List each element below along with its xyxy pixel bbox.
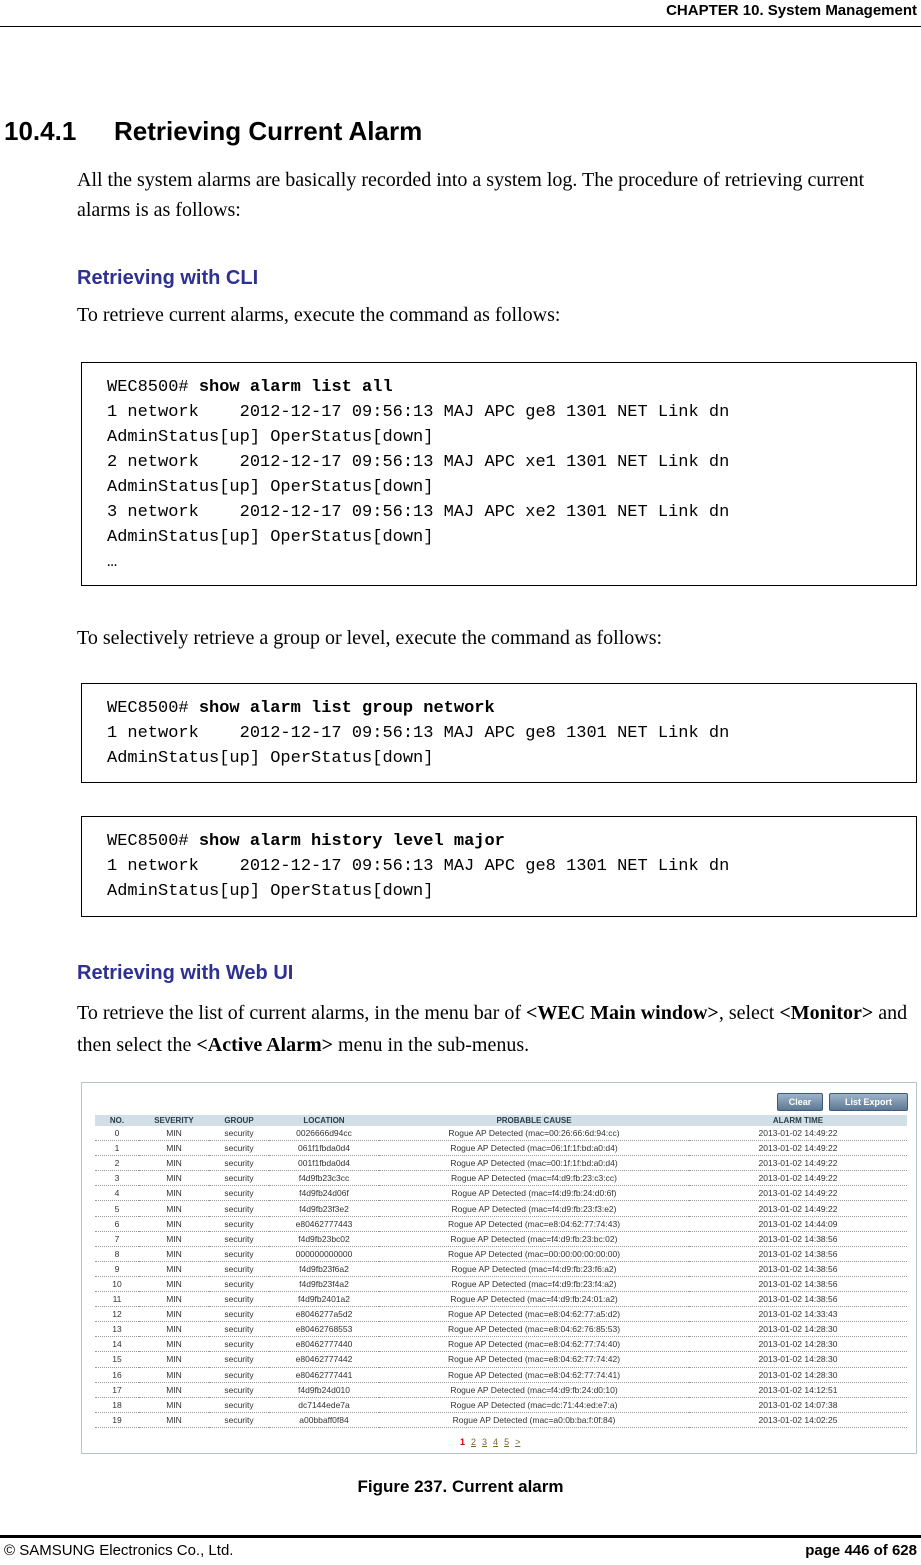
webui-text: , select <box>718 1002 780 1024</box>
table-row[interactable] <box>95 1186 907 1201</box>
section-title <box>4 116 422 147</box>
cell-alarm-time: 2013-01-02 14:33:43 <box>689 1307 907 1322</box>
cell-severity: MIN <box>139 1397 209 1412</box>
cell-no: 12 <box>95 1307 139 1322</box>
cell-severity: MIN <box>139 1186 209 1201</box>
cell-probable-cause: Rogue AP Detected (mac=00:00:00:00:00:00) <box>379 1246 689 1261</box>
cell-severity: MIN <box>139 1352 209 1367</box>
cell-location: a00bbaff0f84 <box>269 1412 379 1427</box>
cell-alarm-time: 2013-01-02 14:12:51 <box>689 1382 907 1397</box>
cell-group: security <box>209 1307 269 1322</box>
cell-no: 0 <box>95 1126 139 1141</box>
cell-alarm-time: 2013-01-02 14:28:30 <box>689 1367 907 1382</box>
cell-location: f4d9fb23f3e2 <box>269 1201 379 1216</box>
cell-alarm-time: 2013-01-02 14:49:22 <box>689 1171 907 1186</box>
col-alarm-time[interactable]: ALARM TIME <box>689 1115 907 1126</box>
cell-probable-cause: Rogue AP Detected (mac=f4:d9:fb:24:d0:6f) <box>379 1186 689 1201</box>
cell-location: 000000000000 <box>269 1246 379 1261</box>
cell-alarm-time: 2013-01-02 14:38:56 <box>689 1261 907 1276</box>
cell-probable-cause: Rogue AP Detected (mac=00:26:66:6d:94:cc) <box>379 1126 689 1141</box>
cli-heading: Retrieving with CLI <box>77 267 259 289</box>
clear-button[interactable]: Clear <box>777 1093 823 1111</box>
cell-group: security <box>209 1186 269 1201</box>
cell-alarm-time: 2013-01-02 14:38:56 <box>689 1292 907 1307</box>
active-alarm-ref: <Active Alarm> <box>196 1034 334 1056</box>
cell-no: 18 <box>95 1397 139 1412</box>
cell-no: 4 <box>95 1186 139 1201</box>
cell-no: 10 <box>95 1276 139 1291</box>
cell-severity: MIN <box>139 1292 209 1307</box>
code-command: show alarm history level major <box>198 832 505 851</box>
cell-alarm-time: 2013-01-02 14:28:30 <box>689 1352 907 1367</box>
cell-probable-cause: Rogue AP Detected (mac=e8:04:62:77:74:42) <box>379 1352 689 1367</box>
cell-severity: MIN <box>139 1201 209 1216</box>
list-export-button[interactable]: List Export <box>829 1093 908 1111</box>
cell-location: e80462777443 <box>269 1216 379 1231</box>
cell-group: security <box>209 1412 269 1427</box>
code-box-3 <box>81 816 917 917</box>
cell-group: security <box>209 1201 269 1216</box>
cell-probable-cause: Rogue AP Detected (mac=f4:d9:fb:23:f3:e2) <box>379 1201 689 1216</box>
table-row[interactable] <box>95 1292 907 1307</box>
table-row[interactable] <box>95 1201 907 1216</box>
table-row[interactable] <box>95 1216 907 1231</box>
code-box-2 <box>81 683 917 783</box>
table-row[interactable] <box>95 1352 907 1367</box>
cell-severity: MIN <box>139 1126 209 1141</box>
cell-group: security <box>209 1397 269 1412</box>
cell-no: 7 <box>95 1231 139 1246</box>
cell-no: 15 <box>95 1352 139 1367</box>
intro-paragraph: All the system alarms are basically recorded into a system log. The procedure of retrieving current alarms is as follows: <box>77 169 865 221</box>
page-link[interactable]: 4 <box>493 1437 499 1447</box>
col-group[interactable]: GROUP <box>209 1115 269 1126</box>
webui-paragraph <box>77 966 917 998</box>
page-link[interactable]: 2 <box>471 1437 477 1447</box>
cell-location: 001f1fbda0d4 <box>269 1156 379 1171</box>
footer-divider <box>0 1535 921 1538</box>
cell-alarm-time: 2013-01-02 14:49:22 <box>689 1141 907 1156</box>
col-no[interactable]: NO. <box>95 1115 139 1126</box>
cell-no: 1 <box>95 1141 139 1156</box>
webui-text: and then select the <box>77 1002 908 1056</box>
table-header-row <box>95 1115 907 1126</box>
monitor-ref: <Monitor> <box>779 1002 874 1024</box>
cell-no: 2 <box>95 1156 139 1171</box>
cell-no: 6 <box>95 1216 139 1231</box>
cell-alarm-time: 2013-01-02 14:38:56 <box>689 1246 907 1261</box>
cell-alarm-time: 2013-01-02 14:38:56 <box>689 1231 907 1246</box>
code-command: show alarm list group network <box>198 699 495 718</box>
cell-probable-cause: Rogue AP Detected (mac=dc:71:44:ed:e7:a) <box>379 1397 689 1412</box>
code-prompt: WEC8500# <box>107 832 199 851</box>
col-location[interactable]: LOCATION <box>269 1115 379 1126</box>
cell-probable-cause: Rogue AP Detected (mac=f4:d9:fb:23:c3:cc) <box>379 1171 689 1186</box>
cell-group: security <box>209 1126 269 1141</box>
cell-no: 5 <box>95 1201 139 1216</box>
cell-severity: MIN <box>139 1412 209 1427</box>
cell-location: f4d9fb23c3cc <box>269 1171 379 1186</box>
cell-probable-cause: Rogue AP Detected (mac=f4:d9:fb:24:d0:10) <box>379 1382 689 1397</box>
cell-location: e80462777442 <box>269 1352 379 1367</box>
cell-severity: MIN <box>139 1246 209 1261</box>
footer-copyright: © SAMSUNG Electronics Co., Ltd. <box>4 1542 234 1559</box>
table-row[interactable] <box>95 1171 907 1186</box>
header-divider <box>0 26 921 27</box>
cell-severity: MIN <box>139 1337 209 1352</box>
cell-severity: MIN <box>139 1216 209 1231</box>
cell-probable-cause: Rogue AP Detected (mac=a0:0b:ba:f:0f:84) <box>379 1412 689 1427</box>
cell-location: e80462777440 <box>269 1337 379 1352</box>
cell-alarm-time: 2013-01-02 14:49:22 <box>689 1201 907 1216</box>
code-line: 3 network 2012-12-17 09:56:13 MAJ APC xe2 1301 NET Link dn <box>107 503 730 522</box>
cell-location: f4d9fb24d010 <box>269 1382 379 1397</box>
cell-location: e8046277a5d2 <box>269 1307 379 1322</box>
footer-page-number: page 446 of 628 <box>805 1542 917 1559</box>
code-line: AdminStatus[up] OperStatus[down] <box>107 749 434 768</box>
cell-alarm-time: 2013-01-02 14:28:30 <box>689 1322 907 1337</box>
cell-severity: MIN <box>139 1231 209 1246</box>
cell-probable-cause: Rogue AP Detected (mac=f4:d9:fb:24:01:a2) <box>379 1292 689 1307</box>
cell-location: dc7144ede7a <box>269 1397 379 1412</box>
table-row[interactable] <box>95 1337 907 1352</box>
table-row[interactable] <box>95 1307 907 1322</box>
table-row[interactable] <box>95 1276 907 1291</box>
cell-no: 13 <box>95 1322 139 1337</box>
cell-probable-cause: Rogue AP Detected (mac=f4:d9:fb:23:f6:a2) <box>379 1261 689 1276</box>
table-row[interactable] <box>95 1156 907 1171</box>
chapter-header: CHAPTER 10. System Management <box>666 2 917 19</box>
table-row[interactable] <box>95 1382 907 1397</box>
cell-location: f4d9fb24d06f <box>269 1186 379 1201</box>
cell-group: security <box>209 1246 269 1261</box>
cell-severity: MIN <box>139 1307 209 1322</box>
next-page-link[interactable]: > <box>515 1437 521 1447</box>
cell-severity: MIN <box>139 1382 209 1397</box>
cell-no: 8 <box>95 1246 139 1261</box>
table-row[interactable] <box>95 1231 907 1246</box>
cli-paragraph-1: To retrieve current alarms, execute the command as follows: <box>77 304 561 326</box>
cell-alarm-time: 2013-01-02 14:07:38 <box>689 1397 907 1412</box>
code-command: show alarm list all <box>198 378 393 397</box>
table-row[interactable] <box>95 1126 907 1141</box>
cell-probable-cause: Rogue AP Detected (mac=e8:04:62:77:74:43) <box>379 1216 689 1231</box>
cell-group: security <box>209 1156 269 1171</box>
cell-group: security <box>209 1171 269 1186</box>
cell-probable-cause: Rogue AP Detected (mac=06:1f:1f:bd:a0:d4) <box>379 1141 689 1156</box>
cell-probable-cause: Rogue AP Detected (mac=f4:d9:fb:23:bc:02) <box>379 1231 689 1246</box>
code-prompt: WEC8500# <box>107 699 199 718</box>
cell-no: 14 <box>95 1337 139 1352</box>
code-line: 1 network 2012-12-17 09:56:13 MAJ APC ge8 1301 NET Link dn <box>107 857 730 876</box>
cell-location: f4d9fb23bc02 <box>269 1231 379 1246</box>
cell-no: 3 <box>95 1171 139 1186</box>
cell-probable-cause: Rogue AP Detected (mac=00:1f:1f:bd:a0:d4) <box>379 1156 689 1171</box>
section-title-text: Retrieving Current Alarm <box>114 116 423 146</box>
cell-alarm-time: 2013-01-02 14:49:22 <box>689 1186 907 1201</box>
page-link[interactable]: 3 <box>482 1437 488 1447</box>
table-row[interactable] <box>95 1397 907 1412</box>
pagination <box>460 1437 526 1447</box>
cell-group: security <box>209 1216 269 1231</box>
webui-text: menu in the sub-menus. <box>333 1034 530 1056</box>
alarm-screenshot <box>81 1082 917 1454</box>
section-number: 10.4.1 <box>4 116 77 146</box>
cell-group: security <box>209 1367 269 1382</box>
cell-severity: MIN <box>139 1156 209 1171</box>
col-severity[interactable]: SEVERITY <box>139 1115 209 1126</box>
code-box-1 <box>81 362 917 586</box>
cell-group: security <box>209 1352 269 1367</box>
code-line: AdminStatus[up] OperStatus[down] <box>107 428 434 447</box>
cell-location: f4d9fb2401a2 <box>269 1292 379 1307</box>
cell-severity: MIN <box>139 1322 209 1337</box>
cell-no: 16 <box>95 1367 139 1382</box>
cell-location: f4d9fb23f4a2 <box>269 1276 379 1291</box>
cell-location: 061f1fbda0d4 <box>269 1141 379 1156</box>
webui-text: To retrieve the list of current alarms, in the menu bar of <box>77 1002 526 1024</box>
cell-severity: MIN <box>139 1171 209 1186</box>
code-line: 1 network 2012-12-17 09:56:13 MAJ APC ge8 1301 NET Link dn <box>107 724 730 743</box>
cell-severity: MIN <box>139 1367 209 1382</box>
table-row[interactable] <box>95 1367 907 1382</box>
cell-no: 11 <box>95 1292 139 1307</box>
cell-severity: MIN <box>139 1261 209 1276</box>
cell-group: security <box>209 1322 269 1337</box>
page-link[interactable]: 5 <box>504 1437 510 1447</box>
cell-group: security <box>209 1382 269 1397</box>
cell-alarm-time: 2013-01-02 14:44:09 <box>689 1216 907 1231</box>
code-line: AdminStatus[up] OperStatus[down] <box>107 528 434 547</box>
code-line: AdminStatus[up] OperStatus[down] <box>107 882 434 901</box>
col-probable-cause[interactable]: PROBABLE CAUSE <box>379 1115 689 1126</box>
code-line: 2 network 2012-12-17 09:56:13 MAJ APC xe1 1301 NET Link dn <box>107 453 730 472</box>
table-row[interactable] <box>95 1141 907 1156</box>
cell-alarm-time: 2013-01-02 14:49:22 <box>689 1126 907 1141</box>
cell-alarm-time: 2013-01-02 14:02:25 <box>689 1412 907 1427</box>
cell-group: security <box>209 1276 269 1291</box>
cell-severity: MIN <box>139 1141 209 1156</box>
wec-main-window-ref: <WEC Main window> <box>526 1002 719 1024</box>
webui-heading: Retrieving with Web UI <box>77 962 294 984</box>
cell-probable-cause: Rogue AP Detected (mac=f4:d9:fb:23:f4:a2) <box>379 1276 689 1291</box>
cell-alarm-time: 2013-01-02 14:28:30 <box>689 1337 907 1352</box>
cell-severity: MIN <box>139 1276 209 1291</box>
cell-group: security <box>209 1231 269 1246</box>
code-line: 1 network 2012-12-17 09:56:13 MAJ APC ge8 1301 NET Link dn <box>107 403 730 422</box>
cell-group: security <box>209 1261 269 1276</box>
cell-location: e80462768553 <box>269 1322 379 1337</box>
table-row[interactable] <box>95 1261 907 1276</box>
cell-no: 17 <box>95 1382 139 1397</box>
cell-alarm-time: 2013-01-02 14:38:56 <box>689 1276 907 1291</box>
table-row[interactable] <box>95 1246 907 1261</box>
cell-alarm-time: 2013-01-02 14:49:22 <box>689 1156 907 1171</box>
alarm-table <box>95 1115 907 1428</box>
cell-probable-cause: Rogue AP Detected (mac=e8:04:62:76:85:53) <box>379 1322 689 1337</box>
cell-group: security <box>209 1292 269 1307</box>
cell-group: security <box>209 1337 269 1352</box>
cell-probable-cause: Rogue AP Detected (mac=e8:04:62:77:74:41) <box>379 1367 689 1382</box>
cell-location: e80462777441 <box>269 1367 379 1382</box>
code-prompt: WEC8500# <box>107 378 199 397</box>
table-row[interactable] <box>95 1412 907 1427</box>
cli-paragraph-2: To selectively retrieve a group or level, execute the command as follows: <box>77 627 663 649</box>
cell-group: security <box>209 1141 269 1156</box>
page-link[interactable]: 1 <box>460 1437 466 1447</box>
code-line: … <box>107 553 118 572</box>
code-line: AdminStatus[up] OperStatus[down] <box>107 478 434 497</box>
table-row[interactable] <box>95 1322 907 1337</box>
cell-no: 19 <box>95 1412 139 1427</box>
webui-paragraph-text <box>77 997 917 1061</box>
cell-probable-cause: Rogue AP Detected (mac=e8:04:62:77:a5:d2) <box>379 1307 689 1322</box>
cell-no: 9 <box>95 1261 139 1276</box>
figure-caption: Figure 237. Current alarm <box>357 1477 564 1496</box>
cell-location: f4d9fb23f6a2 <box>269 1261 379 1276</box>
cell-probable-cause: Rogue AP Detected (mac=e8:04:62:77:74:40) <box>379 1337 689 1352</box>
cell-location: 0026666d94cc <box>269 1126 379 1141</box>
